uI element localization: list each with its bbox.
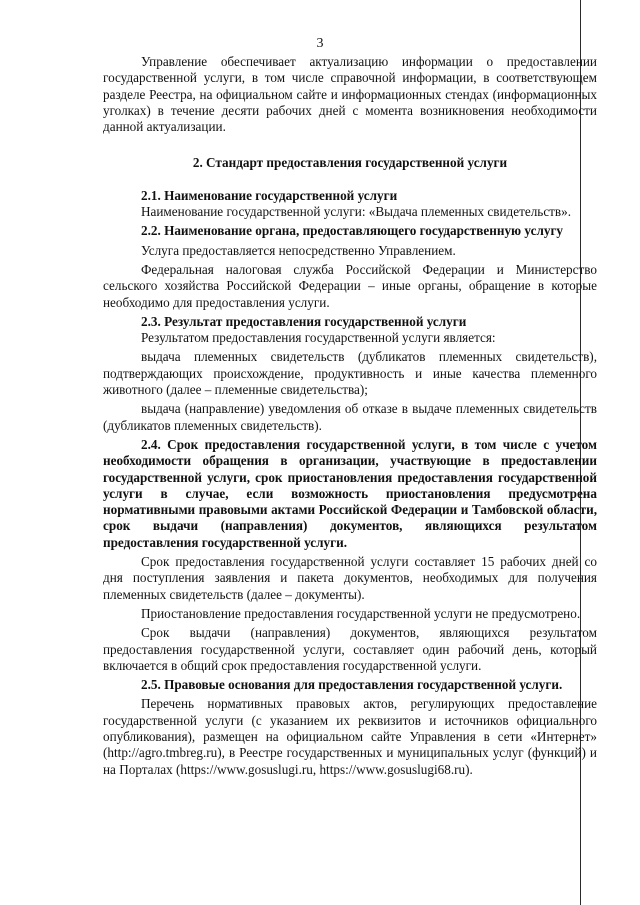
section-heading-standard: 2. Стандарт предоставления государственной услуги: [192, 155, 508, 171]
heading-2-4: 2.4. Срок предоставления государственной услуги, в том числе с учетом необходимости обращения в организации, участвующие в предоставлении государственной услуги, срок приостановления предоставления государственной услуги в случае, если возможность приостановления предусмотрена нормативными правовыми актами Российской Федерации и Тамбовской области, срок выдачи (направления) документов, являющихся результатом предоставления государственной услуги.: [103, 436, 597, 550]
heading-2-1: 2.1. Наименование государственной услуги: [141, 187, 398, 203]
paragraph-2-4-b: Приостановление предоставления государственной услуги не предусмотрено.: [141, 605, 581, 621]
heading-2-2: 2.2. Наименование органа, предоставляющего государственную услугу: [141, 223, 564, 239]
paragraph-2-1: Наименование государственной услуги: «Выдача племенных свидетельств».: [141, 204, 572, 220]
paragraph-2-2-a: Услуга предоставляется непосредственно Управлением.: [141, 242, 456, 258]
paragraph-2-3-a: Результатом предоставления государственной услуги является:: [141, 330, 496, 346]
paragraph-2-2-b: Федеральная налоговая служба Российской Федерации и Министерство сельского хозяйства Российской Федерации – иные органы, обращение в которые необходимо для предоставления услуги.: [103, 261, 597, 310]
paragraph-2-5: Перечень нормативных правовых актов, регулирующих предоставление государственной услуги (с указанием их реквизитов и источников официального опубликования), размещен на официальном сайте Управления в сети «Интернет» (http://agro.tmbreg.ru), в Реестре государственных и муниципальных услуг (функций) и на Порталах (https://www.gosuslugi.ru, https://www.gosuslugi68.ru).: [103, 696, 597, 777]
paragraph-2-3-b: выдача племенных свидетельств (дубликатов племенных свидетельств), подтверждающих происхождение, продуктивность и иные качества племенного животного (далее – племенные свидетельства);: [103, 349, 597, 398]
paragraph-2-4-c: Срок выдачи (направления) документов, являющихся результатом предоставления государственной услуги, составляет один рабочий день, который включается в общий срок предоставления государственной услуги.: [103, 625, 597, 673]
paragraph-2-3-c: выдача (направление) уведомления об отказе в выдаче племенных свидетельств (дубликатов племенных свидетельств).: [103, 401, 597, 433]
heading-2-5: 2.5. Правовые основания для предоставления государственной услуги.: [141, 677, 563, 693]
paragraph-actualization: Управление обеспечивает актуализацию информации о предоставлении государственной услуги, в том числе справочной информации, в соответствующем разделе Реестра, на официальном сайте и информационных стендах (информационных уголках) в течение десяти рабочих дней с момента возникновения необходимости данной актуализации.: [103, 54, 597, 135]
paragraph-2-4-a: Срок предоставления государственной услуги составляет 15 рабочих дней со дня поступления заявления и пакета документов, необходимых для получения племенных свидетельств (далее – документы).: [103, 554, 597, 602]
heading-2-3: 2.3. Результат предоставления государственной услуги: [141, 313, 467, 329]
document-body: [103, 54, 597, 778]
page-number: 3: [316, 36, 324, 51]
